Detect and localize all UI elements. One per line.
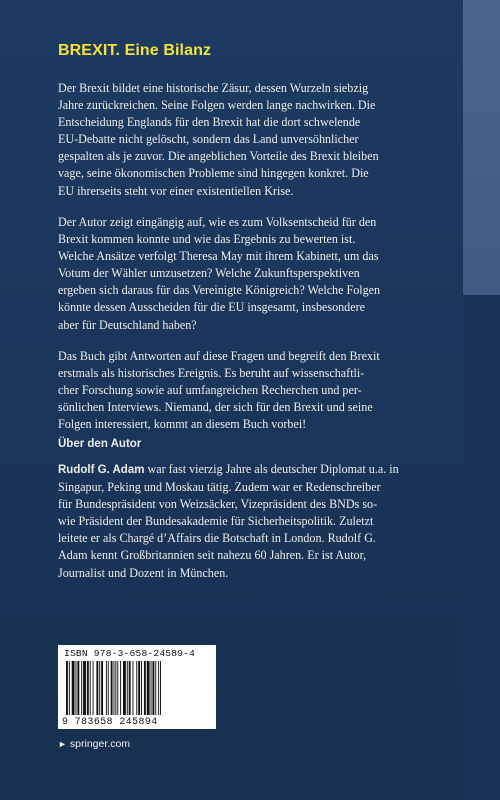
text-line: gespalten als je zuvor. Die angeblichen Vorteile des Brexit bleiben	[58, 149, 379, 164]
barcode-bar	[160, 661, 161, 715]
text-line: Entscheidung Englands für den Brexit hat die dort schwelende	[58, 115, 361, 130]
barcode-bar	[66, 661, 68, 715]
barcode-bar	[83, 661, 86, 715]
barcode-bar	[69, 661, 70, 715]
barcode-bar	[87, 661, 89, 715]
text-line	[58, 461, 443, 479]
barcode-bar	[101, 661, 103, 715]
publisher-label: springer.com	[69, 738, 131, 750]
barcode-bar	[129, 661, 131, 715]
barcode-bar	[123, 661, 126, 715]
text-line: cher Forschung sowie auf umfangreichen Recherchen und per-	[58, 383, 362, 398]
barcode-bar	[111, 661, 113, 715]
blurb-paragraph-1	[58, 80, 443, 200]
blurb-paragraph-3	[58, 348, 443, 433]
barcode-bars	[64, 661, 210, 715]
arrow-right-icon: ►	[58, 739, 67, 749]
text-line: für Bundespräsident von Weizsäcker, Vizepräsident des BNDs so-	[58, 497, 378, 512]
barcode-bar	[96, 661, 98, 715]
text-line: EU-Debatte nicht gelöscht, sondern das Land unversöhnlicher	[58, 132, 359, 147]
barcode-bar	[108, 661, 109, 715]
text-line: wie Präsident der Bundesakademie für Sicherheitspolitik. Zuletzt	[58, 514, 374, 529]
text-line: Jahre zurückreichen. Seine Folgen werden lange nachwirken. Die	[58, 98, 376, 113]
barcode-bar	[77, 661, 79, 715]
barcode-bar	[158, 661, 159, 715]
barcode-bar	[90, 661, 91, 715]
barcode-bar	[81, 661, 82, 715]
barcode-bar	[144, 661, 146, 715]
text-line: Welche Ansätze verfolgt Theresa May mit ihrem Kabinett, um das	[58, 249, 379, 264]
text-line: Der Brexit bildet eine historische Zäsur, dessen Wurzeln siebzig	[58, 81, 369, 95]
text-line: Das Buch gibt Antworten auf diese Fragen und begreift den Brexit	[58, 349, 380, 363]
text-line: Votum der Wähler umzusetzen? Welche Zukunftsperspektiven	[58, 266, 360, 281]
text-line: Adam kennt Großbritannien seit nahezu 60 Jahren. Er ist Autor,	[58, 548, 367, 563]
isbn-barcode	[58, 645, 216, 729]
text-line: aber für Deutschland haben?	[58, 317, 197, 332]
blurb-paragraph-2	[58, 214, 443, 334]
barcode-digits: 9 783658 245894	[62, 716, 158, 727]
author-name: Rudolf G. Adam	[58, 464, 145, 476]
about-author-heading: Über den Autor	[58, 438, 142, 450]
text-line: leitete er als Chargé d’Affairs die Botschaft in London. Rudolf G.	[58, 531, 376, 546]
text-line: EU ihrerseits steht vor einer existentiellen Krise.	[58, 183, 294, 198]
barcode-bar	[151, 661, 152, 715]
text-line: Folgen interessiert, kommt an diesem Buch vorbei!	[58, 417, 307, 432]
text-line: Singapur, Peking und Moskau tätig. Zudem war er Redenschreiber	[58, 480, 381, 495]
barcode-bar	[114, 661, 115, 715]
barcode-bar	[152, 661, 154, 715]
book-title: BREXIT. Eine Bilanz	[58, 42, 212, 59]
barcode-bar	[136, 661, 137, 715]
barcode-bar	[115, 661, 116, 715]
barcode-bar	[120, 661, 121, 715]
barcode-bar	[117, 661, 118, 715]
publisher-link[interactable]	[58, 738, 130, 750]
text-line: erstmals als historisches Ereignis. Es beruht auf wissenschaftli-	[58, 366, 365, 381]
text-line: könnte dessen Ausscheiden für die EU insgesamt, insbesondere	[58, 300, 365, 315]
barcode-bar	[147, 661, 150, 715]
text-line: ergeben sich daraus für das Vereinigte Königreich? Welche Folgen	[58, 283, 381, 298]
barcode-bar	[127, 661, 128, 715]
barcode-bar	[72, 661, 75, 715]
barcode-bar	[133, 661, 134, 715]
spine-accent-band	[463, 0, 500, 295]
text-line: Brexit kommen konnte und wie das Ergebnis zu bewerten ist.	[58, 232, 356, 247]
text-line: Der Autor zeigt eingängig auf, wie es zum Volksentscheid für den	[58, 215, 377, 229]
barcode-bar	[106, 661, 107, 715]
barcode-bar	[138, 661, 140, 715]
text-line: vage, seine ökonomischen Probleme sind hingegen konkret. Die	[58, 166, 369, 181]
barcode-bar	[99, 661, 100, 715]
barcode-bar	[76, 661, 77, 715]
about-author-paragraph	[58, 461, 443, 582]
barcode-bar	[141, 661, 142, 715]
isbn-label: ISBN 978-3-658-24589-4	[64, 648, 196, 659]
barcode-bar	[155, 661, 156, 715]
author-line-rest: war fast vierzig Jahre als deutscher Diplomat u.a. in	[144, 462, 399, 476]
text-line: sönlichen Interviews. Niemand, der sich für den Brexit und seine	[58, 400, 373, 415]
text-line: Journalist und Dozent in München.	[58, 565, 229, 580]
spine-lower-band	[463, 295, 500, 800]
barcode-bar	[93, 661, 94, 715]
